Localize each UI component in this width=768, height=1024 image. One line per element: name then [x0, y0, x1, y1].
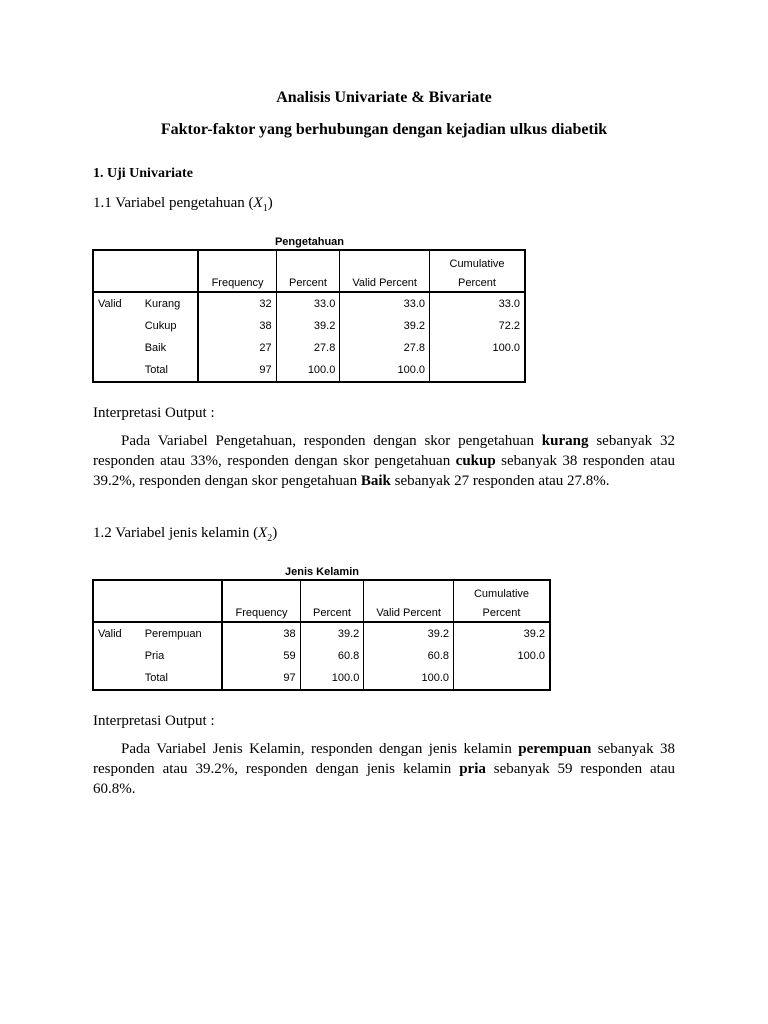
table-row: Pria 59 60.8 60.8 100.0	[93, 645, 550, 667]
table-row: Total 97 100.0 100.0	[93, 359, 525, 382]
header-frequency: Frequency	[198, 270, 276, 292]
table-row: Valid Kurang 32 33.0 33.0 33.0	[93, 292, 525, 315]
row-label: Cukup	[144, 320, 177, 332]
header-cumulative-percent: Percent	[430, 270, 525, 292]
subsection-pengetahuan-heading: 1.1 Variabel pengetahuan $(X_1)$	[93, 195, 273, 214]
interpretation-label: Interpretasi Output :	[93, 713, 215, 729]
header-percent: Percent	[300, 600, 364, 622]
section-heading-univariate: 1. Uji Univariate	[93, 166, 193, 181]
table-row: Total 97 100.0 100.0	[93, 667, 550, 690]
document-subtitle: Faktor-faktor yang berhubungan dengan kejadian ulkus diabetik	[160, 121, 608, 138]
row-label: Total	[144, 672, 168, 684]
header-frequency: Frequency	[222, 600, 300, 622]
header-cumulative-percent: Percent	[454, 600, 550, 622]
table-caption-jenis-kelamin: Jenis Kelamin	[285, 566, 359, 578]
row-label: Perempuan	[144, 628, 202, 640]
frequency-table-pengetahuan	[92, 249, 526, 383]
table-row: Baik 27 27.8 27.8 100.0	[93, 337, 525, 359]
row-label: Baik	[144, 342, 167, 354]
row-label: Pria	[144, 650, 165, 662]
header-valid-percent: Valid Percent	[364, 600, 454, 622]
variable-symbol: $X_1$	[253, 195, 268, 214]
table-caption-pengetahuan: Pengetahuan	[274, 236, 345, 248]
table-row: Cukup 38 39.2 39.2 72.2	[93, 315, 525, 337]
group-label: Valid	[98, 628, 122, 640]
interpretation-label: Interpretasi Output :	[93, 405, 215, 421]
header-percent: Percent	[276, 270, 340, 292]
header-valid-percent: Valid Percent	[340, 270, 430, 292]
interpretation-paragraph-jenis-kelamin: Pada Variabel Jenis Kelamin, responden dengan jenis kelamin perempuan sebanyak 38 responden atau 39.2%, responden dengan jenis kelamin pria sebanyak 59 responden atau 60.8%.	[93, 741, 676, 797]
frequency-table-jenis-kelamin	[92, 579, 551, 691]
row-label: Total	[144, 364, 168, 376]
subsection-label: 1.2 Variabel jenis kelamin	[93, 525, 250, 541]
variable-symbol: $X_2$	[258, 525, 273, 544]
interpretation-paragraph-pengetahuan: Pada Variabel Pengetahuan, responden dengan skor pengetahuan kurang sebanyak 32 responden atau 33%, responden dengan skor pengetahuan cukup sebanyak 38 responden atau 39.2%, responden dengan skor pengetahuan Baik sebanyak 27 responden atau 27.8%.	[93, 433, 675, 489]
header-cumulative: Cumulative	[454, 580, 550, 600]
subsection-jenis-kelamin-heading: 1.2 Variabel jenis kelamin $(X_2)$	[93, 525, 278, 544]
table-row: Valid Perempuan 38 39.2 39.2 39.2	[93, 622, 550, 645]
row-label: Kurang	[144, 298, 181, 310]
group-label: Valid	[98, 298, 122, 310]
subsection-label: 1.1 Variabel pengetahuan	[93, 195, 245, 211]
header-cumulative: Cumulative	[430, 250, 525, 270]
document-title: Analisis Univariate & Bivariate	[276, 89, 492, 106]
